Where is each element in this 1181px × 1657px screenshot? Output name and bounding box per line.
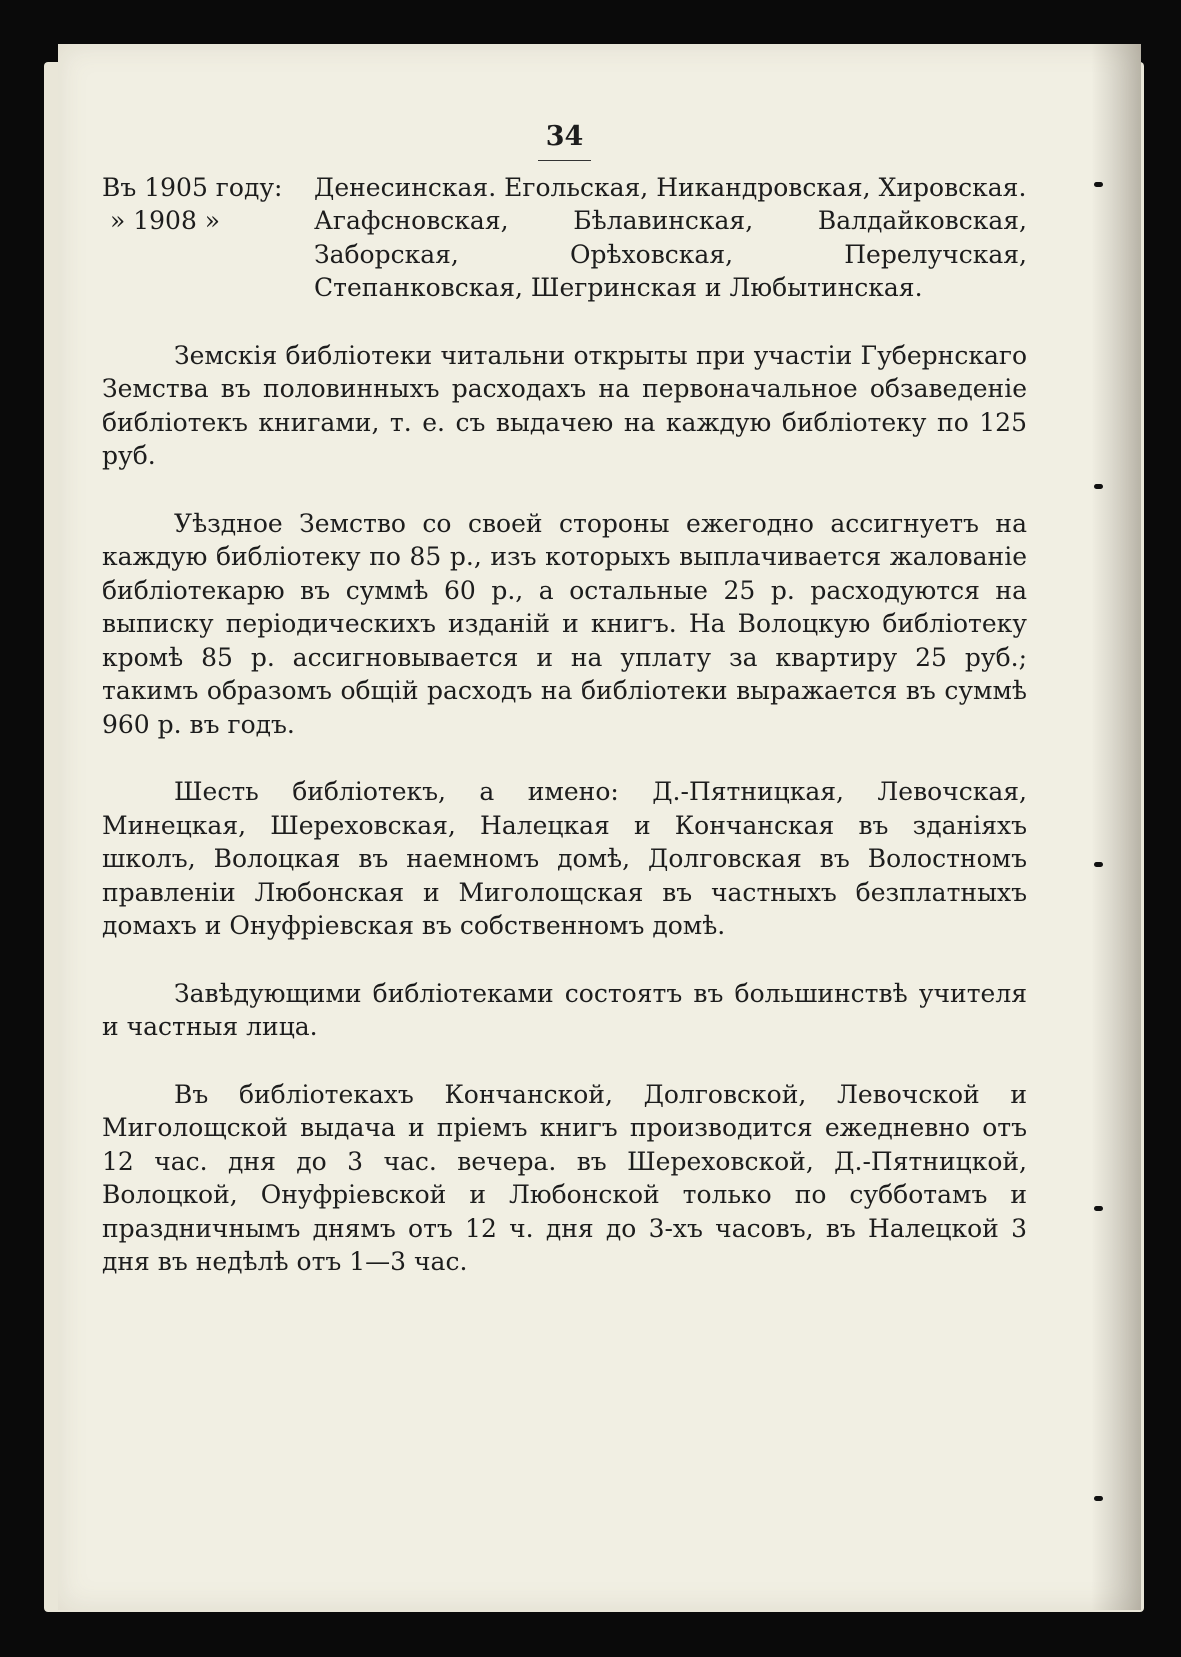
paragraph: Въ библіотекахъ Кончанской, Долговской, Левочской и Миголощской выдача и пріемъ книгъ производится ежедневно отъ 12 час. дня до 3 час. вечера. въ Шереховской, Д.-Пятницкой, Волоцкой, Онуфріевской и Любонской только по субботамъ и праздничнымъ днямъ отъ 12 ч. дня до 3-хъ часовъ, въ Налецкой 3 дня въ недѣлѣ отъ 1—3 час.: [102, 1079, 1027, 1276]
page-number-text: 34: [538, 120, 592, 161]
binding-hole: [1094, 1206, 1103, 1211]
binding-hole: [1094, 1496, 1103, 1501]
paragraph: Земскія библіотеки читальни открыты при участіи Губернскаго Земства въ половинныхъ расходахъ на первоначальное обзаведеніе библіотекъ книгами, т. е. съ выдачею на каждую библіотеку по 125 руб.: [102, 340, 1027, 470]
page-number: [102, 120, 1027, 161]
paragraph: Шесть библіотекъ, а имено: Д.-Пятницкая, Левочская, Минецкая, Шереховская, Налецкая и Кончанская въ зданіяхъ школъ, Волоцкая въ наемномъ домѣ, Долговская въ Волостномъ правленіи Любонская и Миголощская въ частныхъ безплатныхъ домахъ и Онуфріевская въ собственномъ домѣ.: [102, 777, 1027, 940]
binding-shadow: [1091, 44, 1141, 1610]
binding-hole: [1094, 182, 1103, 187]
paragraph: Завѣдующими библіотеками состоятъ въ большинствѣ учителя и частныя лица.: [102, 978, 1027, 1041]
paragraph: Уѣздное Земство со своей стороны ежегодно ассигнуетъ на каждую библіотеку по 85 р., изъ которыхъ выплачивается жалованіе библіотекарю въ суммѣ 60 р., а остальные 25 р. расходуются на выписку періодическихъ изданій и книгъ. На Волоцкую библіотеку кромѣ 85 р. ассигновывается и на уплату за квартиру 25 руб.; такимъ образомъ общій расходъ на библіотеки выражается въ суммѣ 960 р. въ годъ.: [102, 508, 1027, 739]
binding-hole: [1094, 484, 1103, 489]
library-list: Агафсновская, Бѣлавинская, Валдайковская, Заборская, Орѣховская, Перелучская, Степанковская, Шегринская и Любытинская.: [314, 206, 1027, 302]
year-label: » 1908 »: [110, 206, 221, 235]
library-list: Денесинская. Егольская, Никандровская, Хировская.: [314, 172, 1027, 202]
binding-hole: [1094, 862, 1103, 867]
year-label: Въ 1905 году:: [102, 172, 283, 202]
year-entry: [102, 204, 1027, 305]
page-content: [102, 120, 1027, 1279]
year-entry: [102, 171, 1027, 205]
